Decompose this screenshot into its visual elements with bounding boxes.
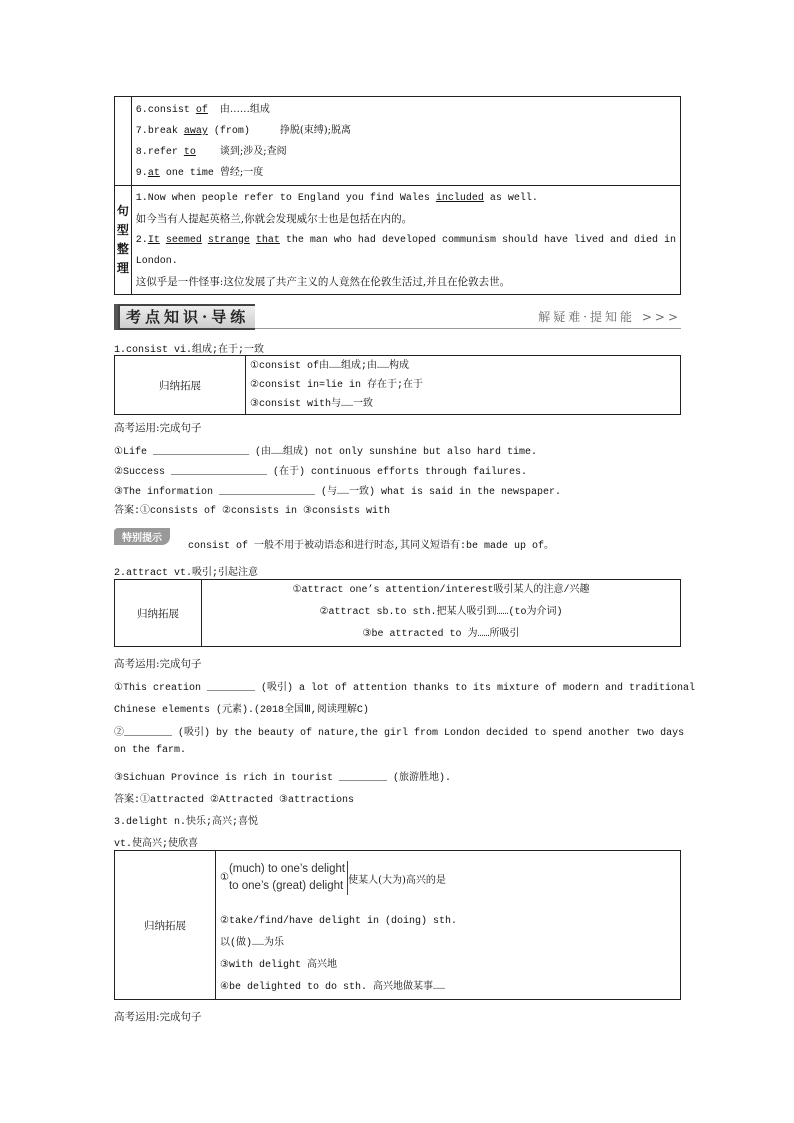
item3-line2: ②take/find/have delight in (doing) sth. [220,916,458,927]
item2-q2-cont: on the farm. [114,745,187,756]
sentence-section-label: 句 型 整 理 [115,186,132,295]
item1-box [114,355,681,415]
sentence-2: 2.It seemed strange that the man who had developed communism should have lived and died in [135,234,676,246]
item3-heading2: vt.使高兴;使欣喜 [114,839,199,850]
item2-q1: ①This creation ________ (吸引) a lot of attention thanks to its mixture of modern and traditional [114,683,696,694]
sentence-list [131,186,680,295]
item1-q2: ②Success ________________ (在于) continuous efforts through failures. [114,467,528,478]
item1-answer: 答案:①consists of ②consists in ③consists with [114,506,390,517]
item3-heading: 3.delight n.快乐;高兴;喜悦 [114,817,259,828]
item2-q1-cont: Chinese elements (元素).(2018全国Ⅲ,阅读理解C) [114,705,369,716]
vocab-summary-table [114,96,681,295]
item2-box-label: 归纳拓展 [115,580,202,647]
phrase-row: 7.break away (from) 挣脱(束缚);脱离 [135,125,352,137]
item1-box-label: 归纳拓展 [115,356,246,415]
item1-q3: ③The information ________________ (与……一致) what is said in the newspaper. [114,487,562,498]
item1-heading: 1.consist vi.组成;在于;一致 [114,345,265,356]
sentence-1: 1.Now when people refer to England you find Wales included as well. [135,192,538,204]
tip-badge: 特别提示 [114,528,170,545]
section-subtitle: 解疑难·提知能 >>> [538,310,681,324]
phrase-list [131,97,680,186]
phrase-row: 8.refer to 谈到;涉及;查阅 [135,146,287,158]
item2-box-content: ①attract one’s attention/interest吸引某人的注意/兴趣 ②attract sb.to sth.把某人吸引到……(to为介词) ③be attracted to 为……所吸引 [202,580,681,647]
phrase-row: 9.at one time 曾经;一度 [135,167,264,179]
item3-box [114,850,681,1000]
sentence-1-translation: 如今当有人提起英格兰,你就会发现威尔士也是包括在内的。 [135,212,413,225]
item1-q1: ①Life ________________ (由……组成) not only sunshine but also hard time. [114,447,538,458]
item1-box-content: ①consist of由……组成;由……构成 ②consist in=lie in 存在于;在于 ③consist with与……一致 [246,356,681,415]
item2-usage: 高考运用:完成句子 [114,658,202,670]
item3-box-label: 归纳拓展 [115,851,216,1000]
item3-line4: ④be delighted to do sth. 高兴地做某事…… [220,982,445,993]
item3-box-content [216,851,681,1000]
item2-heading: 2.attract vt.吸引;引起注意 [114,568,259,579]
item3-line2b: 以(做)……为乐 [220,938,285,949]
sentence-2-translation: 这似乎是一件怪事:这位发展了共产主义的人竟然在伦敦生活过,并且在伦敦去世。 [135,275,511,288]
item3-line3: ③with delight 高兴地 [220,960,337,971]
item1-usage: 高考运用:完成句子 [114,422,202,434]
phrase-row: 6.consist of 由……组成 [135,104,270,116]
table-side-blank [115,97,132,186]
item2-box [114,579,681,647]
item2-q2: ②________ (吸引) by the beauty of nature,the girl from London decided to spend another two days [114,728,685,739]
section-header [114,302,681,329]
item2-answer: 答案:①attracted ②Attracted ③attractions [114,795,354,806]
item3-usage: 高考运用:完成句子 [114,1011,202,1023]
item3-line1: ① (much) to one’s delight to one’s (great) delight 使某人(大为)高兴的是 [220,861,676,895]
item2-q3: ③Sichuan Province is rich in tourist ________ (旅游胜地). [114,773,452,784]
tip-text: consist of 一般不用于被动语态和进行时态,其同义短语有:be made up of。 [188,541,555,552]
section-title: 考点知识·导练 [118,304,255,330]
sentence-2-cont: London. [135,255,178,267]
